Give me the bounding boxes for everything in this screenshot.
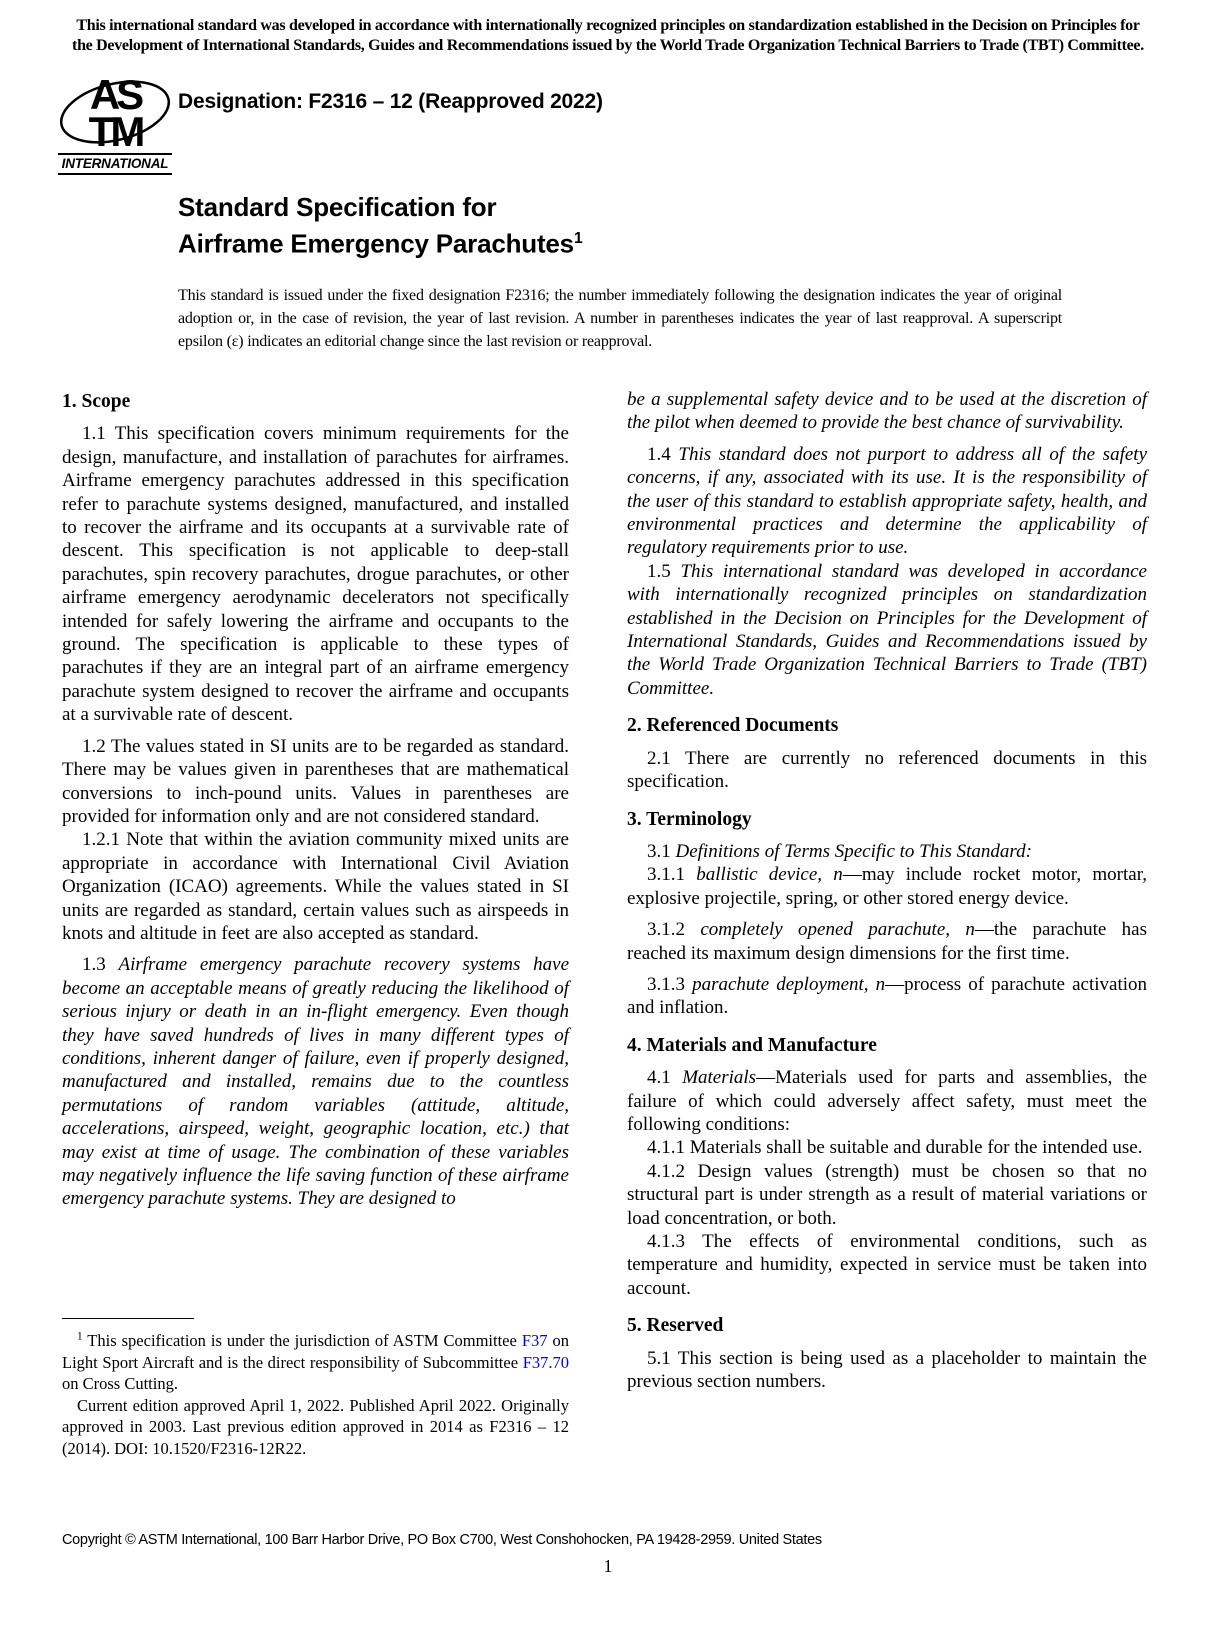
section-heading: 5. Reserved: [627, 1315, 724, 1337]
text: 1.4: [647, 443, 679, 465]
logo-text-bottom: TM: [88, 108, 142, 152]
text: —may include rocket motor, mortar, explosive projectile, spring, or other stored energy device.: [627, 864, 1148, 909]
text: 1.2.1 Note that within the aviation community mixed units are appropriate in accordance with International Civil Aviation Organization (ICAO) agreements. While the values stated in SI units are regarded as standard, certain values such as airspeeds in knots and altitude in feet are also accepted as standard.: [62, 829, 569, 944]
text: 1.2 The values stated in SI units are to be regarded as standard. There may be values given in parentheses that are mathematical conversions to inch-pound units. Values in parentheses are provided for information only and are not considered standard.: [62, 735, 569, 827]
text: Current edition approved April 1, 2022. Published April 2022. Originally approved in 2003. Last previous edition approved in 2014 as F2316 – 12 (2014). DOI: 10.1520/F2316-12R22.: [62, 1395, 569, 1458]
paragraph: [62, 828, 569, 945]
paragraph: [627, 840, 1147, 863]
paragraph: [627, 388, 1147, 435]
italic-text: completely opened parachute, n: [700, 919, 975, 941]
issue-note: This standard is issued under the fixed designation F2316; the number immediately following the designation indicates the year of original adoption or, in the case of revision, the year of last revision. A number in parentheses indicates the year of last reapproval. A superscript epsilon (ε) indicates an editorial change since the last revision or reapproval.: [178, 287, 1062, 350]
italic-text: Definitions of Terms Specific to This Standard:: [675, 840, 1032, 862]
page-title: [178, 192, 582, 260]
text: on Cross Cutting.: [62, 1374, 178, 1393]
paragraph: [627, 560, 1147, 700]
designation: Designation: F2316 – 12 (Reapproved 2022): [178, 90, 603, 113]
italic-text: This international standard was developed in accordance with internationally recognized principles on standardization established in the Decision on Principles for the Development of International Standards, Guides and Recommendations issued by the World Trade Organization Technical Barriers to Trade (TBT) Committee.: [627, 560, 1147, 699]
paragraph: [627, 1230, 1147, 1300]
paragraph: [627, 918, 1147, 965]
wto-notice: This international standard was developed in accordance with internationally recognized principles on standardization established in the Decision on Principles for the Development of International Standards, Guides and Recommendations issued by the World Trade Organization Technical Barriers to Trade (TBT) Committee.: [72, 17, 1144, 54]
paragraph: [627, 1160, 1147, 1230]
text: 3.1.1: [647, 864, 697, 886]
paragraph: [62, 422, 569, 726]
footnote-text: [62, 1330, 569, 1459]
paragraph: [62, 953, 569, 1210]
section-heading: 4. Materials and Manufacture: [627, 1034, 877, 1056]
committee-link[interactable]: F37.70: [522, 1352, 569, 1372]
text: 4.1: [647, 1067, 683, 1089]
italic-text: be a supplemental safety device and to be used at the discretion of the pilot when deemed to provide the best chance of survivability.: [627, 389, 1147, 434]
footnote-separator: [62, 1318, 194, 1319]
text: 3.1.3: [647, 973, 693, 995]
right-column: [627, 388, 1147, 1393]
italic-text: Materials: [682, 1067, 757, 1089]
text: —Materials used for parts and assemblies, the failure of which could adversely affect safety, must meet the following conditions:: [627, 1067, 1148, 1135]
title-line-2: [178, 223, 582, 260]
italic-text: This standard does not purport to address all of the safety concerns, if any, associated with its use. It is the responsibility of the user of this standard to establish appropriate safety, health, and environmental practices and determine the applicability of regulatory requirements prior to use.: [627, 443, 1147, 559]
text: 4.1.1 Materials shall be suitable and durable for the intended use.: [647, 1137, 1143, 1159]
section-heading: 2. Referenced Documents: [627, 715, 839, 737]
logo-text-top: AS: [89, 72, 141, 118]
paragraph: [62, 1330, 569, 1395]
title-line-2-text: Airframe Emergency Parachutes: [178, 228, 574, 259]
text: 5.1 This section is being used as a placeholder to maintain the previous section numbers.: [627, 1347, 1147, 1393]
italic-text: ballistic device, n: [696, 864, 843, 886]
section-heading: 3. Terminology: [627, 808, 752, 830]
astm-globe-icon: [58, 72, 172, 152]
title-footnote-ref: 1: [573, 230, 583, 247]
italic-text: Airframe emergency parachute recovery systems have become an acceptable means of greatly reducing the likelihood of serious injury or death in an in-flight emergency. Even though they have saved hundreds of lives in many different types of conditions, inherent danger of failure, even if properly designed, manufactured and installed, remains due to the countless permutations of random variables (attitude, altitude, accelerations, airspeed, weight, geographic location, etc.) that may exist at time of usage. The combination of these variables may negatively influence the life saving function of these airframe emergency parachute systems. They are designed to: [62, 954, 570, 1210]
paragraph: [627, 863, 1147, 910]
paragraph: [627, 1136, 1147, 1159]
paragraph: [627, 973, 1147, 1020]
text: on Light Sport Aircraft and is the direct responsibility of Subcommittee: [62, 1331, 569, 1372]
text: 2.1 There are currently no referenced documents in this specification.: [627, 747, 1147, 793]
text: This specification is under the jurisdiction of ASTM Committee: [82, 1331, 522, 1350]
text: 3.1: [647, 840, 676, 862]
title-line-1: Standard Specification for: [178, 192, 497, 222]
page-number: 1: [603, 1556, 613, 1576]
astm-international-label: INTERNATIONAL: [58, 153, 172, 175]
text: 1.1 This specification covers minimum requirements for the design, manufacture, and installation of parachutes for airframes. Airframe emergency parachutes addressed in this specification refer to parachute systems designed, manufactured, and installed to recover the airframe and its occupants at a survivable rate of descent. This specification is not applicable to deep-stall parachutes, spin recovery parachutes, drogue parachutes, or other airframe emergency aerodynamic decelerators not specifically intended for safely lowering the airframe and occupants to the ground. The specification is applicable to these types of parachutes if they are an integral part of an airframe emergency parachute system designed to recover the airframe and occupants at a survivable rate of descent.: [62, 423, 569, 726]
paragraph: [627, 443, 1147, 560]
footnote: [62, 1318, 569, 1459]
section-heading: 1. Scope: [62, 391, 131, 412]
left-column: [62, 388, 569, 1211]
paragraph: [627, 747, 1147, 794]
text: —the parachute has reached its maximum design dimensions for the first time.: [627, 919, 1147, 964]
italic-text: parachute deployment, n: [692, 973, 886, 995]
footnote-marker: 1: [77, 1330, 83, 1343]
astm-logo: [58, 72, 172, 175]
paragraph: [62, 1395, 569, 1460]
copyright: Copyright © ASTM International, 100 Barr Harbor Drive, PO Box C700, West Conshohocken, PA 19428-2959. United States: [62, 1532, 822, 1548]
paragraph: [627, 1066, 1147, 1136]
text: 4.1.2 Design values (strength) must be chosen so that no structural part is under strength as a result of material variations or load concentration, or both.: [627, 1160, 1147, 1229]
paragraph: [627, 1347, 1147, 1394]
text: —process of parachute activation and inflation.: [627, 973, 1147, 1019]
committee-link[interactable]: F37: [521, 1331, 548, 1350]
text: 1.3: [82, 954, 119, 976]
text: 3.1.2: [647, 919, 701, 941]
paragraph: [62, 735, 569, 829]
text: 1.5: [647, 560, 681, 582]
text: 4.1.3 The effects of environmental conditions, such as temperature and humidity, expected in service must be taken into account.: [627, 1231, 1147, 1299]
